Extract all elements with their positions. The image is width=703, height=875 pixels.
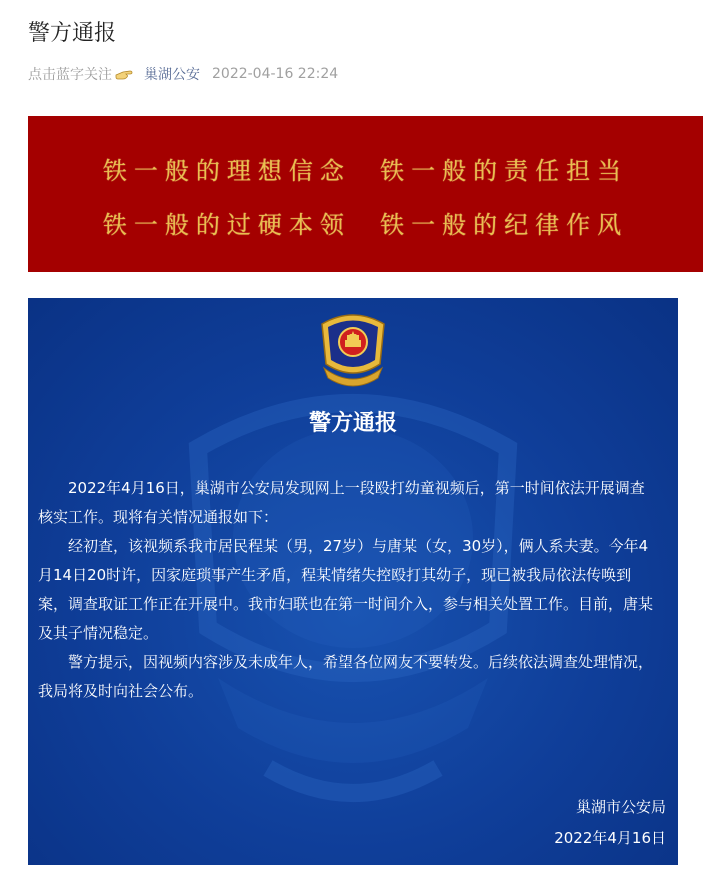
notice-paragraph-2: 经初查，该视频系我市居民程某（男，27岁）与唐某（女，30岁），俩人系夫妻。今年4月14日20时许，因家庭琐事产生矛盾，程某情绪失控殴打其幼子，现已被我局依法传唤到案，调查取证工作正在开展中。我市妇联也在第一时间介入，参与相关处置工作。目前，唐某及其子情况稳定。 xyxy=(38,537,654,642)
police-emblem-icon xyxy=(314,310,392,390)
publish-time: 2022-04-16 22:24 xyxy=(212,66,339,82)
notice-paragraph-1: 2022年4月16日，巢湖市公安局发现网上一段殴打幼童视频后，第一时间依法开展调查核实工作。现将有关情况通报如下： xyxy=(38,479,645,526)
follow-label: 点击蓝字关注 xyxy=(28,67,112,83)
slogan-banner xyxy=(28,116,703,272)
notice-heading: 警方通报 xyxy=(308,411,397,436)
slogan-line-2: 铁一般的过硬本领 铁一般的纪律作风 xyxy=(102,211,629,239)
article-meta xyxy=(28,63,338,85)
signature-date: 2022年4月16日 xyxy=(554,829,666,847)
slogan-line-1: 铁一般的理想信念 铁一般的责任担当 xyxy=(102,157,629,185)
police-notice-card xyxy=(28,298,678,865)
notice-body xyxy=(38,474,658,706)
article-title: 警方通报 xyxy=(28,21,117,46)
pointing-hand-icon xyxy=(114,67,134,81)
notice-paragraph-3: 警方提示，因视频内容涉及未成年人，希望各位网友不要转发。后续依法调查处理情况，我局将及时向社会公布。 xyxy=(38,653,654,700)
signature-org: 巢湖市公安局 xyxy=(575,798,666,816)
account-name-link[interactable]: 巢湖公安 xyxy=(144,67,200,83)
follow-link[interactable] xyxy=(28,64,134,84)
